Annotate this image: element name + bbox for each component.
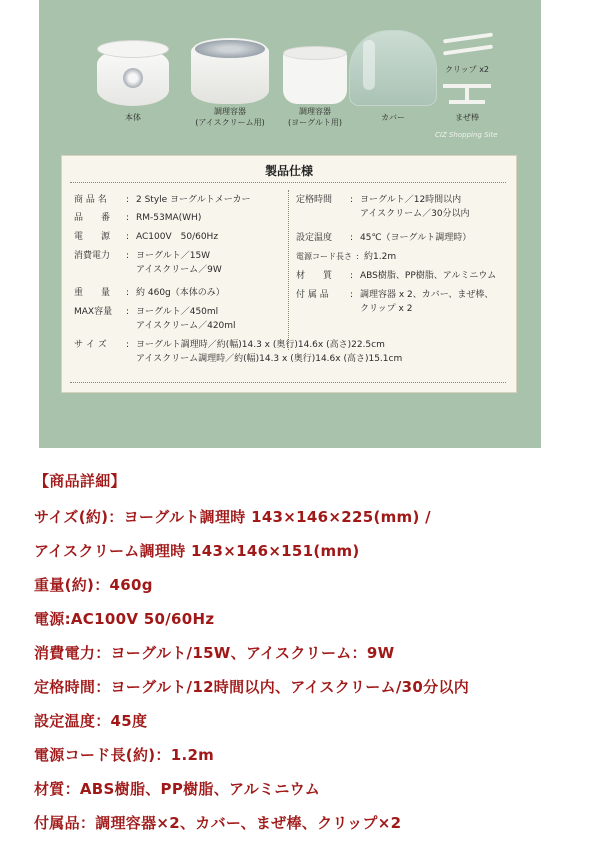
caption-clips: クリップ x2 xyxy=(444,65,490,74)
caption-cover: カバー xyxy=(381,113,405,122)
main-unit-image xyxy=(97,40,169,106)
cover-image xyxy=(349,30,437,106)
spec-divider-bottom xyxy=(70,382,506,383)
detail-line-size: サイズ(約)：ヨーグルト調理時 143×146×225(mm) / xyxy=(34,508,431,526)
detail-line-power-source: 電源:AC100V 50/60Hz xyxy=(34,610,215,628)
detail-line-size-ice-cream: アイスクリーム調理時 143×146×151(mm) xyxy=(34,542,360,560)
details-heading: 【商品詳細】 xyxy=(34,472,126,490)
spec-title: 製品仕様 xyxy=(264,164,313,178)
watermark: CIZ Shopping Site xyxy=(435,131,498,139)
detail-line-rated-time: 定格時間：ヨーグルト/12時間以内、アイスクリーム/30分以内 xyxy=(34,678,470,696)
yogurt-container-image xyxy=(283,46,347,104)
caption-main-unit: 本体 xyxy=(125,113,141,122)
spec-divider-vertical xyxy=(288,190,289,350)
product-panel xyxy=(39,0,541,448)
ice-cream-container-image xyxy=(191,38,269,104)
caption-ice-cream-container: 調理容器 (アイスクリーム用) xyxy=(195,107,265,127)
detail-line-power-consumption: 消費電力：ヨーグルト/15W、アイスクリーム：9W xyxy=(34,644,395,662)
spec-card: 製品仕様 商 品 名 : 2 Style ヨーグルトメーカー 品 番 : RM-53MA(WH) 電 源 : AC100V 50/60Hz 消費電力 : ヨーグルト／15W アイスクリーム／9W 重 量 : 約 460g（本体のみ） MAX容量 : ヨーグルト／450ml アイスクリーム／420ml 定格時間 : ヨーグルト／12時間以内 アイスクリーム／30分以内 設定温度 : 45℃（ヨーグルト調理時） 電源コード長さ : 約1.2m 材 質 : ABS樹脂、PP樹脂、アルミニウム 付 属 品 : 調理容器 x 2、カバー、まぜ棒、 クリップ x 2 サ イ ズ : ヨーグルト調理時／約(幅)14.3 x (奥行)14.6x (高さ)22.5cm アイスクリーム調理時／約(幅)14.3 x (奥行)14.6x (高さ)15.1cm xyxy=(61,155,517,393)
detail-line-material: 材質：ABS樹脂、PP樹脂、アルミニウム xyxy=(34,780,321,798)
dial-icon xyxy=(123,68,143,88)
caption-yogurt-container: 調理容器 (ヨーグルト用) xyxy=(287,107,342,127)
spec-divider-top xyxy=(70,182,506,183)
detail-line-weight: 重量(約)：460g xyxy=(34,576,153,594)
caption-stirring-stick: まぜ棒 xyxy=(455,113,479,122)
detail-line-set-temperature: 設定温度：45度 xyxy=(34,712,148,730)
detail-line-cord-length: 電源コード長(約)：1.2m xyxy=(34,746,215,764)
detail-line-accessories: 付属品：調理容器×2、カバー、まぜ棒、クリップ×2 xyxy=(34,814,402,832)
